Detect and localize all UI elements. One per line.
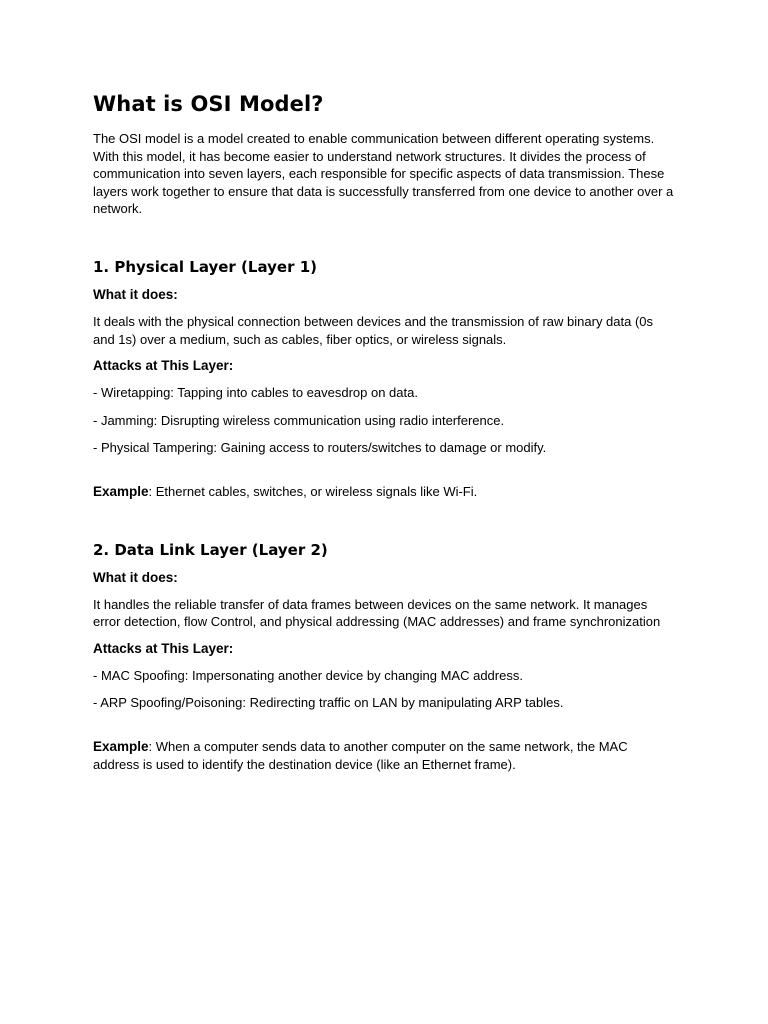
attack-item: - Wiretapping: Tapping into cables to eavesdrop on data. xyxy=(93,385,418,401)
section-heading: 1. Physical Layer (Layer 1) xyxy=(93,257,317,276)
section-physical-layer xyxy=(93,256,677,501)
example-paragraph xyxy=(93,738,677,773)
document-title: What is OSI Model? xyxy=(93,92,324,116)
attacks-label: Attacks at This Layer: xyxy=(93,640,234,656)
intro-paragraph: The OSI model is a model created to enable communication between different operating systems. With this model, it has become easier to understand network structures. It divides the process of communication into seven layers, each responsible for specific aspects of data transmission. These layers work together to ensure that data is successfully transferred from one device to another over a network. xyxy=(93,131,674,217)
example-label: Example xyxy=(93,484,149,500)
what-it-does-label: What it does: xyxy=(93,286,178,302)
attack-item: - Jamming: Disrupting wireless communication using radio interference. xyxy=(93,412,505,428)
section-data-link-layer xyxy=(93,539,677,774)
example-label: Example xyxy=(93,739,149,755)
attack-item: - ARP Spoofing/Poisoning: Redirecting traffic on LAN by manipulating ARP tables. xyxy=(93,695,564,711)
attacks-label: Attacks at This Layer: xyxy=(93,358,234,374)
example-paragraph xyxy=(93,483,677,501)
attack-item: - Physical Tampering: Gaining access to routers/switches to damage or modify. xyxy=(93,440,547,456)
what-it-does-label: What it does: xyxy=(93,569,178,585)
document-page xyxy=(93,88,677,774)
what-it-does-text: It deals with the physical connection between devices and the transmission of raw binary data (0s and 1s) over a medium, such as cables, fiber optics, or wireless signals. xyxy=(93,313,654,347)
example-text: : Ethernet cables, switches, or wireless signals like Wi-Fi. xyxy=(148,484,478,500)
section-heading: 2. Data Link Layer (Layer 2) xyxy=(93,540,328,559)
example-text: : When a computer sends data to another computer on the same network, the MAC address is used to identify the destination device (like an Ethernet frame). xyxy=(93,739,628,773)
what-it-does-text: It handles the reliable transfer of data frames between devices on the same network. It manages error detection, flow Control, and physical addressing (MAC addresses) and frame synchronization xyxy=(93,596,661,630)
attack-item: - MAC Spoofing: Impersonating another device by changing MAC address. xyxy=(93,667,523,683)
